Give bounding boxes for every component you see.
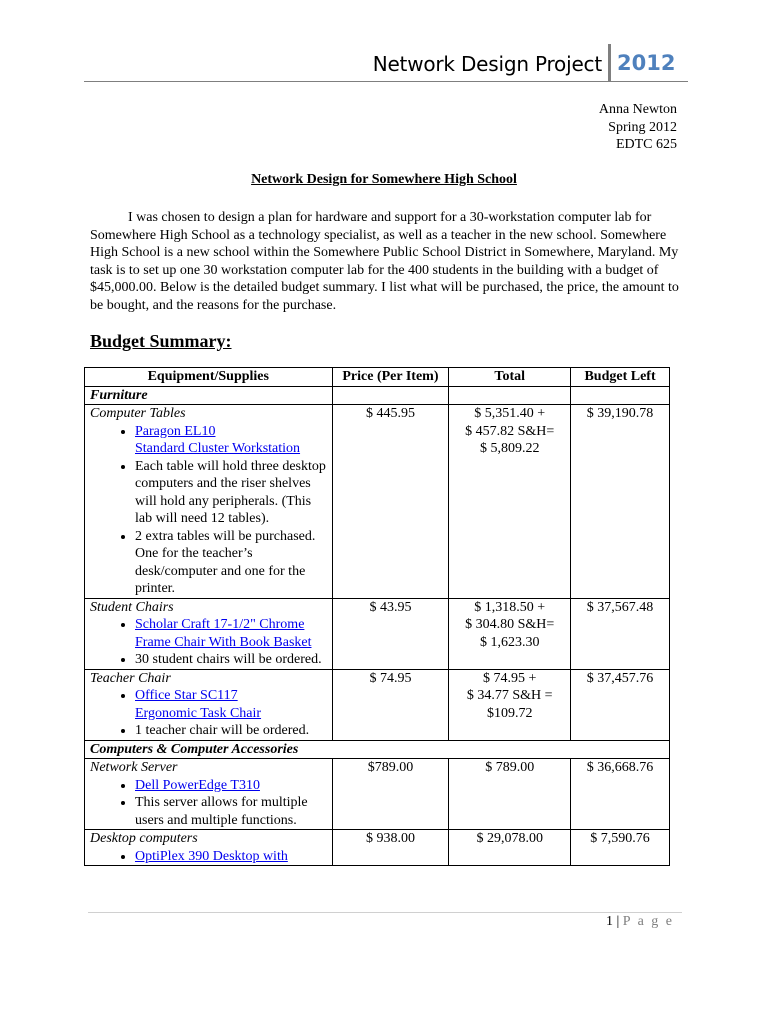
item-bullets xyxy=(90,848,327,866)
price-cell: $ 445.95 xyxy=(332,405,449,599)
header-title: Network Design Project xyxy=(372,52,602,76)
footer-rule xyxy=(88,912,682,913)
author-term: Spring 2012 xyxy=(608,119,677,135)
total-cell xyxy=(449,830,571,866)
list-item: • This server allows for multiple users and multiple functions. xyxy=(135,794,327,829)
product-link[interactable]: Paragon EL10 Standard Cluster Workstation xyxy=(135,423,301,456)
table-header-row xyxy=(85,368,670,387)
list-item xyxy=(135,423,327,458)
price-cell: $ 43.95 xyxy=(332,598,449,669)
item-cell xyxy=(85,759,333,830)
budget-left-cell: $ 37,457.76 xyxy=(571,669,670,740)
budget-left-cell: $ 39,190.78 xyxy=(571,405,670,599)
product-link[interactable]: Office Star SC117 Ergonomic Task Chair xyxy=(135,688,262,721)
section-label: Computers & Computer Accessories xyxy=(85,740,670,759)
total-cell xyxy=(449,405,571,599)
product-link[interactable]: Dell PowerEdge T310 xyxy=(135,777,260,793)
list-item xyxy=(135,616,327,651)
item-cell xyxy=(85,405,333,599)
price-cell: $ 938.00 xyxy=(332,830,449,866)
item-bullets xyxy=(90,423,327,598)
empty-cell xyxy=(332,386,449,405)
item-cell xyxy=(85,669,333,740)
total-line: $ 34.77 S&H = xyxy=(466,688,553,703)
item-category: Teacher Chair xyxy=(90,670,171,686)
col-header-total: Total xyxy=(449,368,571,387)
author-course: EDTC 625 xyxy=(615,137,677,152)
list-item: • 2 extra tables will be purchased. One for the teacher’s desk/computer and one for the printer. xyxy=(135,528,327,598)
item-bullets xyxy=(90,777,327,830)
col-header-equipment: Equipment/Supplies xyxy=(85,368,333,387)
total-line: $ 1,318.50 + xyxy=(474,599,546,615)
total-cell xyxy=(449,598,571,669)
author-name: Anna Newton xyxy=(598,102,677,117)
page-header xyxy=(84,44,688,84)
total-line: $ 457.82 S&H= xyxy=(465,423,555,439)
list-item: • 1 teacher chair will be ordered. xyxy=(135,722,327,740)
product-link[interactable]: OptiPlex 390 Desktop with xyxy=(135,848,288,864)
total-line: $ 5,809.22 xyxy=(479,441,540,456)
document-title: Network Design for Somewhere High School xyxy=(251,172,517,187)
total-line: $109.72 xyxy=(486,705,533,721)
footer-separator: | xyxy=(616,914,620,929)
list-item xyxy=(135,848,327,866)
item-category: Student Chairs xyxy=(90,599,174,615)
empty-cell xyxy=(449,386,571,405)
table-row xyxy=(85,669,670,740)
budget-left-cell: $ 37,567.48 xyxy=(571,598,670,669)
table-row xyxy=(85,759,670,830)
total-line: $ 789.00 xyxy=(485,760,535,775)
total-cell xyxy=(449,759,571,830)
section-row-furniture xyxy=(85,386,670,405)
list-item xyxy=(135,687,327,722)
item-category: Network Server xyxy=(90,760,178,775)
col-header-price: Price (Per Item) xyxy=(332,368,449,387)
empty-cell xyxy=(571,386,670,405)
product-link[interactable]: Scholar Craft 17-1/2" Chrome Frame Chair With Book Basket xyxy=(135,617,312,650)
item-bullets xyxy=(90,616,327,669)
page-label: P a g e xyxy=(622,914,674,929)
page-footer xyxy=(606,914,674,930)
col-header-budget-left: Budget Left xyxy=(571,368,670,387)
item-cell xyxy=(85,598,333,669)
list-item: • Each table will hold three desktop computers and the riser shelves will hold any peripherals. (This lab will need 12 tables). xyxy=(135,458,327,528)
total-line: $ 74.95 + xyxy=(483,670,537,686)
total-line: $ 29,078.00 xyxy=(476,831,543,846)
author-block xyxy=(599,101,677,154)
total-cell xyxy=(449,669,571,740)
page-number: 1 xyxy=(605,914,613,929)
intro-text: I was chosen to design a plan for hardware and support for a 30-workstation computer lab for Somewhere High School as a technology specialist, as well as a teacher in the new school. Somewhere High School is a new school within the Somewhere Public School District in Somewhere, Maryland. My task is to set up one 30 workstation computer lab for the 400 students in the building with a budget of $45,000.00. Below is the detailed budget summary. I list what will be purchased, the price, the amount to be bought, and the reasons for the purchase. xyxy=(90,210,679,313)
header-year: 2012 xyxy=(617,51,676,75)
header-separator xyxy=(608,44,611,81)
list-item: • 30 student chairs will be ordered. xyxy=(135,651,327,669)
budget-heading: Budget Summary: xyxy=(90,331,232,351)
budget-left-cell: $ 36,668.76 xyxy=(571,759,670,830)
budget-table xyxy=(84,367,670,866)
total-line: $ 1,623.30 xyxy=(479,634,540,650)
item-category: Desktop computers xyxy=(90,831,198,846)
table-row xyxy=(85,830,670,866)
total-line: $ 304.80 S&H= xyxy=(465,617,555,632)
section-label: Furniture xyxy=(85,386,333,405)
header-rule xyxy=(84,81,688,82)
item-bullets xyxy=(90,687,327,740)
table-row xyxy=(85,598,670,669)
item-category: Computer Tables xyxy=(90,406,186,421)
section-row-computers xyxy=(85,740,670,759)
total-line: $ 5,351.40 + xyxy=(474,406,546,421)
price-cell: $789.00 xyxy=(332,759,449,830)
price-cell: $ 74.95 xyxy=(332,669,449,740)
list-item xyxy=(135,777,327,795)
intro-paragraph xyxy=(90,209,682,314)
table-row xyxy=(85,405,670,599)
item-cell xyxy=(85,830,333,866)
budget-left-cell: $ 7,590.76 xyxy=(571,830,670,866)
